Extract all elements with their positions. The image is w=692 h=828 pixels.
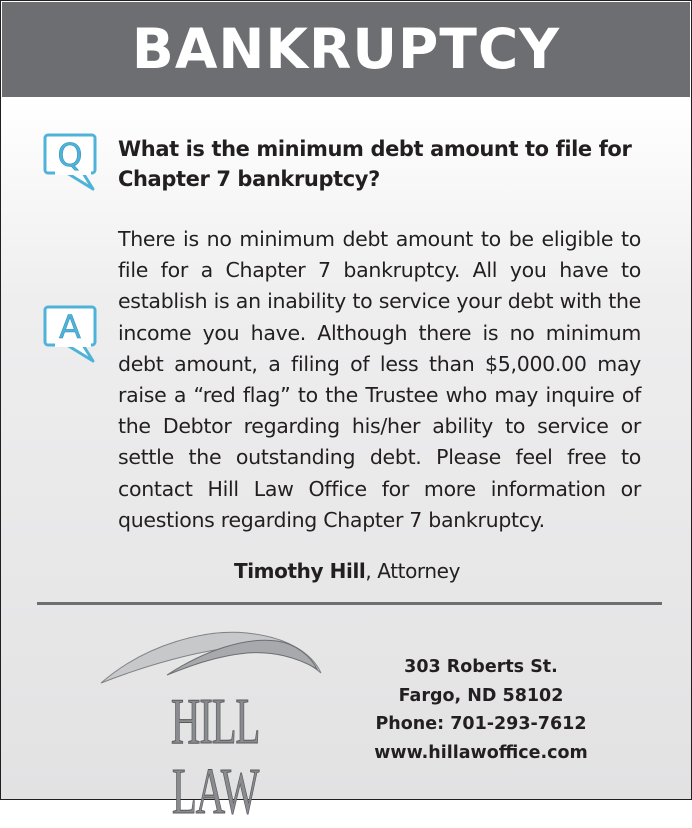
attorney-title: , Attorney (365, 559, 461, 583)
logo-text: HILL LAW (170, 685, 260, 828)
answer-badge-icon (41, 305, 99, 365)
divider (37, 602, 662, 605)
page-title: BANKRUPTCY (131, 17, 561, 81)
address-line2: Fargo, ND 58102 (398, 685, 564, 706)
hill-law-logo (97, 623, 333, 828)
question-text: What is the minimum debt amount to file for Chapter 7 bankruptcy? (118, 137, 632, 191)
header-banner (2, 2, 690, 97)
question-badge-letter: Q (57, 136, 83, 174)
phone: Phone: 701-293-7612 (375, 714, 587, 734)
attorney-name: Timothy Hill (233, 559, 366, 583)
question-badge-icon (41, 133, 99, 193)
answer-badge-letter: A (59, 308, 81, 346)
website-link[interactable]: www.hillawoffice.com (374, 742, 588, 763)
signature (1, 557, 692, 585)
address-line1: 303 Roberts St. (404, 657, 558, 677)
contact-block (351, 653, 611, 767)
answer-text: There is no minimum debt amount to be eligible to file for a Chapter 7 bankruptcy. All you have to establish is an inability to service your debt with the income you have. Although there is no minimum debt amount, a filing of less than $5,000.00 may raise a “red flag” to the Trustee who may inquire of the Debtor regarding his/her ability to service or settle the outstanding debt. Please feel free to contact Hill Law Office for more information or questions regarding Chapter 7 bankruptcy. (118, 227, 641, 532)
